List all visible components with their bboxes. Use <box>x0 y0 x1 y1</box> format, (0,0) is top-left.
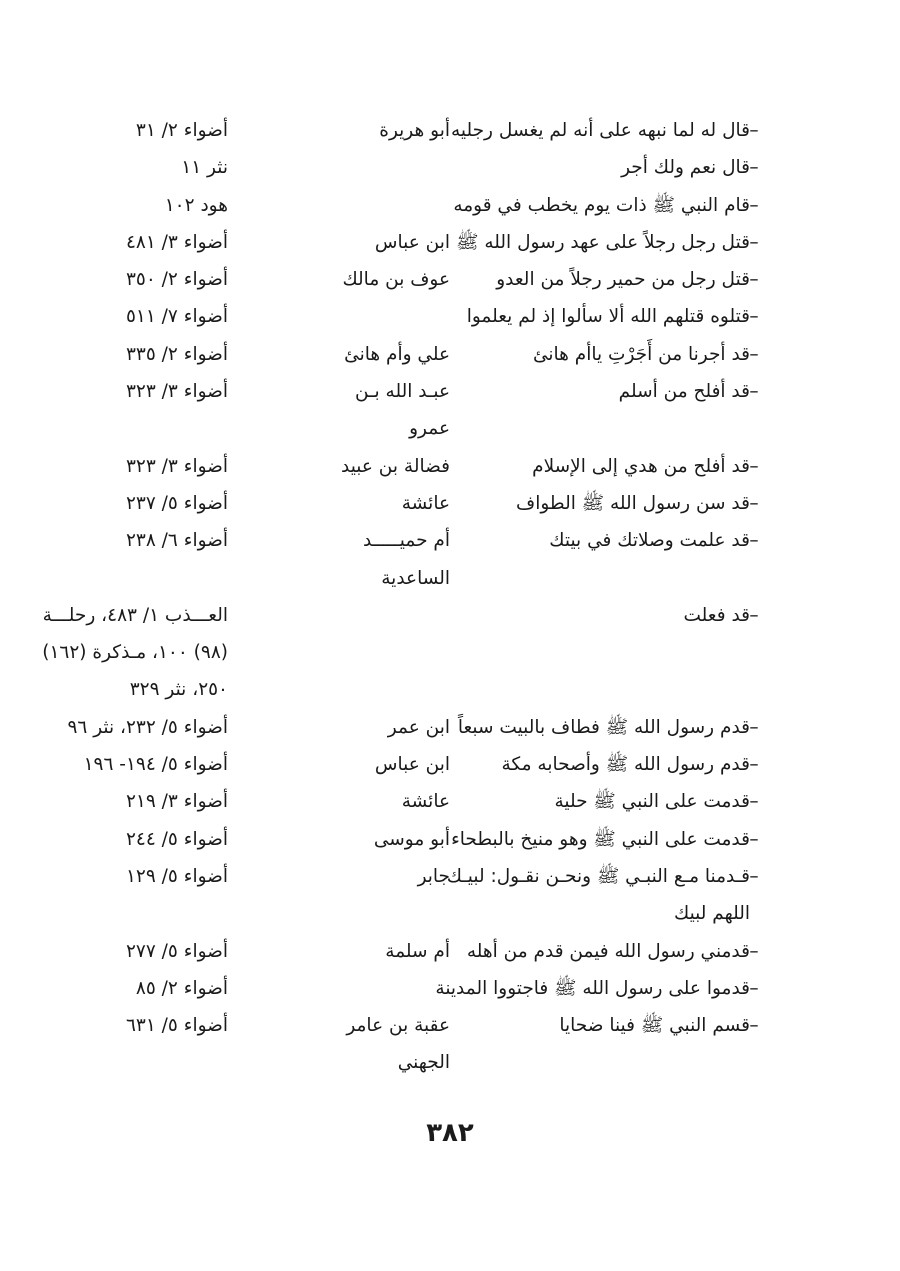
index-entry <box>0 970 900 1007</box>
entry-narrator: ابن عباس <box>374 231 450 253</box>
entry-narrator: الجهني <box>397 1052 450 1074</box>
entry-narrator: أبو موسى <box>373 828 450 850</box>
entry-hadith-text: قد أفلح من أسلم <box>618 381 750 403</box>
index-entry <box>0 1007 900 1044</box>
entry-hadith-text: قال نعم ولك أجر <box>621 157 750 179</box>
entry-narrator <box>330 597 450 634</box>
entry-source-reference: أضواء ٥/ ٢٧٧ <box>125 940 228 962</box>
entry-source-reference <box>8 895 228 932</box>
index-entry <box>0 373 900 410</box>
index-entry <box>0 821 900 858</box>
entry-hadith-text: قـدمنا مـع النبـي ﷺ ونحـن نقـول: لبيـك <box>446 865 750 887</box>
entry-source-reference: هود ١٠٢ <box>164 194 228 216</box>
index-entry-continuation <box>0 671 900 708</box>
entry-dash: – <box>749 492 759 514</box>
entry-hadith-text: قدمت على النبي ﷺ حلية <box>554 791 750 813</box>
entry-narrator: جابر <box>417 865 450 887</box>
entry-hadith-text: قد أفلح من هدي إلى الإسلام <box>532 455 750 477</box>
index-entry-continuation <box>0 560 900 597</box>
index-entry-continuation <box>0 410 900 447</box>
entry-hadith-text <box>450 634 750 671</box>
entry-source-reference: أضواء ٥/ ٢٤٤ <box>125 828 228 850</box>
entry-narrator <box>330 970 450 1007</box>
entry-source-reference: أضواء ٥/ ١٩٤- ١٩٦ <box>83 754 228 776</box>
entry-source-reference: أضواء ٥/ ١٢٩ <box>125 865 228 887</box>
entry-source-reference: أضواء ٢/ ٣٣٥ <box>125 343 228 365</box>
entry-narrator: عائشة <box>401 791 450 813</box>
entry-hadith-text: قسم النبي ﷺ فينا ضحايا <box>559 1015 750 1037</box>
entry-hadith-text: قال له لما نبهه على أنه لم يغسل رجليه <box>451 120 750 141</box>
entry-hadith-text: قدمني رسول الله فيمن قدم من أهله <box>466 940 750 962</box>
index-entry <box>0 298 900 335</box>
index-entry-continuation <box>0 1044 900 1081</box>
entry-hadith-text: اللهم لبيك <box>673 903 750 925</box>
index-entry <box>0 112 900 149</box>
index-entry <box>0 336 900 373</box>
entry-dash: – <box>749 306 759 328</box>
entry-hadith-text: قد علمت وصلاتك في بيتك <box>549 530 750 552</box>
entry-dash: – <box>749 1015 759 1037</box>
entry-source-reference: أضواء ٧/ ٥١١ <box>125 306 228 328</box>
entry-source-reference <box>8 410 228 447</box>
entry-dash: – <box>749 940 759 962</box>
index-entry <box>0 149 900 186</box>
entry-dash: – <box>749 865 759 887</box>
index-entry <box>0 858 900 895</box>
entry-hadith-text: قدمت على النبي ﷺ وهو منيخ بالبطحاء <box>451 828 750 850</box>
entry-source-reference: نثر ١١ <box>181 157 228 179</box>
entry-narrator: الساعدية <box>381 567 450 589</box>
entry-narrator <box>330 149 450 186</box>
entry-dash: – <box>749 343 759 365</box>
entry-hadith-text <box>450 671 750 708</box>
index-entry <box>0 933 900 970</box>
entry-source-reference: أضواء ٢/ ٨٥ <box>135 977 228 999</box>
index-entry <box>0 485 900 522</box>
entry-dash: – <box>749 604 759 626</box>
entry-hadith-text: قدم رسول الله ﷺ فطاف بالبيت سبعاً <box>457 716 750 738</box>
entry-narrator: عقبة بن عامر <box>346 1015 450 1037</box>
entry-source-reference: أضواء ٣/ ٣٢٣ <box>125 381 228 403</box>
entry-source-reference: (٩٨) ١٠٠، مـذكرة (١٦٢) <box>42 642 228 664</box>
entry-dash: – <box>749 716 759 738</box>
entry-hadith-text: قام النبي ﷺ ذات يوم يخطب في قومه <box>453 194 750 216</box>
entry-source-reference: أضواء ٥/ ٢٣٧ <box>125 492 228 514</box>
entry-dash: – <box>749 530 759 552</box>
entry-narrator: أم حميـــــد <box>363 530 450 552</box>
entry-source-reference: أضواء ٢/ ٣٥٠ <box>125 269 228 291</box>
entry-source-reference: أضواء ٣/ ٤٨١ <box>125 231 228 253</box>
entry-hadith-text: قدم رسول الله ﷺ وأصحابه مكة <box>501 754 750 776</box>
index-entry-continuation <box>0 634 900 671</box>
index-entry <box>0 187 900 224</box>
entry-narrator <box>330 634 450 671</box>
entry-narrator <box>330 671 450 708</box>
entry-dash: – <box>749 455 759 477</box>
index-entry <box>0 783 900 820</box>
page-number: ٣٨٢ <box>426 1118 474 1148</box>
index-entry <box>0 224 900 261</box>
entry-hadith-text: قد أجرنا من أَجَرْتِ ياأم هانئ <box>532 343 750 365</box>
entry-narrator: أم سلمة <box>385 940 450 962</box>
index-entry <box>0 746 900 783</box>
entry-narrator: أبو هريرة <box>379 120 450 141</box>
entry-hadith-text: قتلوه قتلهم الله ألا سألوا إذ لم يعلموا <box>466 306 750 328</box>
entry-hadith-text: قد سن رسول الله ﷺ الطواف <box>516 492 750 514</box>
entry-source-reference: أضواء ٣/ ٣٢٣ <box>125 455 228 477</box>
entry-narrator: عوف بن مالك <box>342 269 450 291</box>
entry-source-reference: أضواء ٦/ ٢٣٨ <box>125 530 228 552</box>
entry-narrator: ابن عباس <box>374 754 450 776</box>
index-entry-continuation <box>0 895 900 932</box>
hadith-index-list <box>0 112 900 1082</box>
entry-narrator: عبـد الله بـن <box>355 381 450 403</box>
entry-narrator: عائشة <box>401 492 450 514</box>
entry-hadith-text <box>450 410 750 447</box>
entry-source-reference <box>8 560 228 597</box>
entry-dash: – <box>749 828 759 850</box>
entry-dash: – <box>749 754 759 776</box>
entry-dash: – <box>749 194 759 216</box>
entry-narrator: ابن عمر <box>387 716 450 738</box>
entry-dash: – <box>749 120 759 141</box>
entry-source-reference: أضواء ٥/ ٢٣٢، نثر ٩٦ <box>67 716 228 738</box>
index-entry <box>0 522 900 559</box>
index-entry <box>0 448 900 485</box>
entry-dash: – <box>749 381 759 403</box>
entry-hadith-text: قتل رجل رجلاً على عهد رسول الله ﷺ <box>456 231 750 253</box>
index-entry <box>0 709 900 746</box>
entry-dash: – <box>749 791 759 813</box>
entry-source-reference: أضواء ٣/ ٢١٩ <box>125 791 228 813</box>
entry-narrator <box>330 298 450 335</box>
entry-narrator <box>330 895 450 932</box>
entry-source-reference <box>8 1044 228 1081</box>
entry-dash: – <box>749 231 759 253</box>
entry-narrator: علي وأم هانئ <box>344 343 450 365</box>
entry-dash: – <box>749 977 759 999</box>
entry-narrator <box>330 187 450 224</box>
entry-hadith-text: قد فعلت <box>683 604 750 626</box>
entry-dash: – <box>749 157 759 179</box>
entry-source-reference: ٢٥٠، نثر ٣٢٩ <box>129 679 228 701</box>
entry-narrator: فضالة بن عبيد <box>341 455 450 477</box>
entry-hadith-text: قدموا على رسول الله ﷺ فاجتووا المدينة <box>435 977 750 999</box>
index-entry <box>0 597 900 634</box>
entry-source-reference: أضواء ٢/ ٣١ <box>135 120 228 141</box>
entry-source-reference: أضواء ٥/ ٦٣١ <box>125 1015 228 1037</box>
entry-hadith-text <box>450 560 750 597</box>
index-entry <box>0 261 900 298</box>
entry-dash: – <box>749 269 759 291</box>
entry-narrator: عمرو <box>409 418 450 440</box>
entry-source-reference: العـــذب ١/ ٤٨٣، رحلـــة <box>42 604 228 626</box>
entry-hadith-text: قتل رجل من حمير رجلاً من العدو <box>496 269 750 291</box>
entry-hadith-text <box>450 1044 750 1081</box>
